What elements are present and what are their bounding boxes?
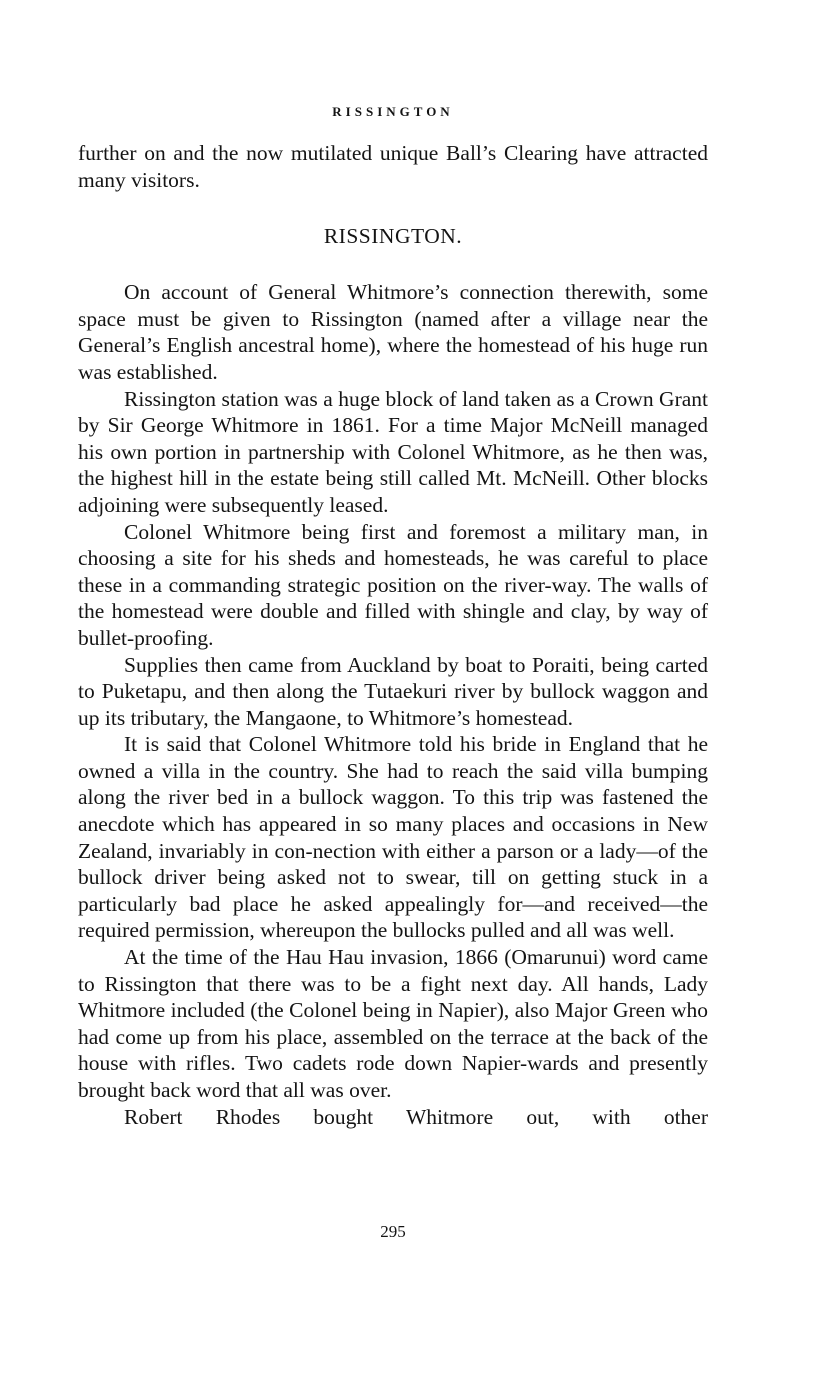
book-page [78, 0, 708, 1400]
paragraph: Supplies then came from Auckland by boat to Poraiti, being carted to Puketapu, and then along the Tutaekuri river by bullock waggon and up its tributary, the Mangaone, to Whitmore’s homestead. [78, 652, 708, 730]
opening-paragraph: further on and the now mutilated unique Ball’s Clearing have attracted many visitors. [78, 141, 708, 192]
running-head: RISSINGTON [332, 104, 454, 119]
page-number: 295 [380, 1222, 406, 1241]
paragraph: Colonel Whitmore being first and foremost a military man, in choosing a site for his sheds and homesteads, he was careful to place these in a commanding strategic position on the river-way. The walls of the homestead were double and filled with shingle and clay, by way of bullet-proofing. [78, 519, 708, 650]
section-heading: RISSINGTON. [323, 224, 463, 249]
paragraph: On account of General Whitmore’s connection therewith, some space must be given to Rissington (named after a village near the General’s English ancestral home), where the homestead of his huge run was established. [78, 280, 708, 384]
paragraph: Robert Rhodes bought Whitmore out, with other [124, 1104, 708, 1129]
paragraph: It is said that Colonel Whitmore told his bride in England that he owned a villa in the country. She had to reach the said villa bumping along the river bed in a bullock waggon. To this trip was fastened the anecdote which has appeared in so many places and occasions in New Zealand, invariably in con-nection with either a parson or a lady—of the bullock driver being asked not to swear, till on getting stuck in a particularly bad place he asked appealingly for—and received—the required permission, whereupon the bullocks pulled and all was well. [78, 732, 708, 943]
paragraph: At the time of the Hau Hau invasion, 1866 (Omarunui) word came to Rissington that there was to be a fight next day. All hands, Lady Whitmore included (the Colonel being in Napier), also Major Green who had come up from his place, assembled on the terrace at the back of the house with rifles. Two cadets rode down Napier-wards and presently brought back word that all was over. [78, 945, 708, 1102]
paragraph: Rissington station was a huge block of land taken as a Crown Grant by Sir George Whitmore in 1861. For a time Major McNeill managed his own portion in partnership with Colonel Whitmore, as he then was, the highest hill in the estate being still called Mt. McNeill. Other blocks adjoining were subsequently leased. [78, 386, 708, 517]
body-text [78, 140, 708, 1130]
